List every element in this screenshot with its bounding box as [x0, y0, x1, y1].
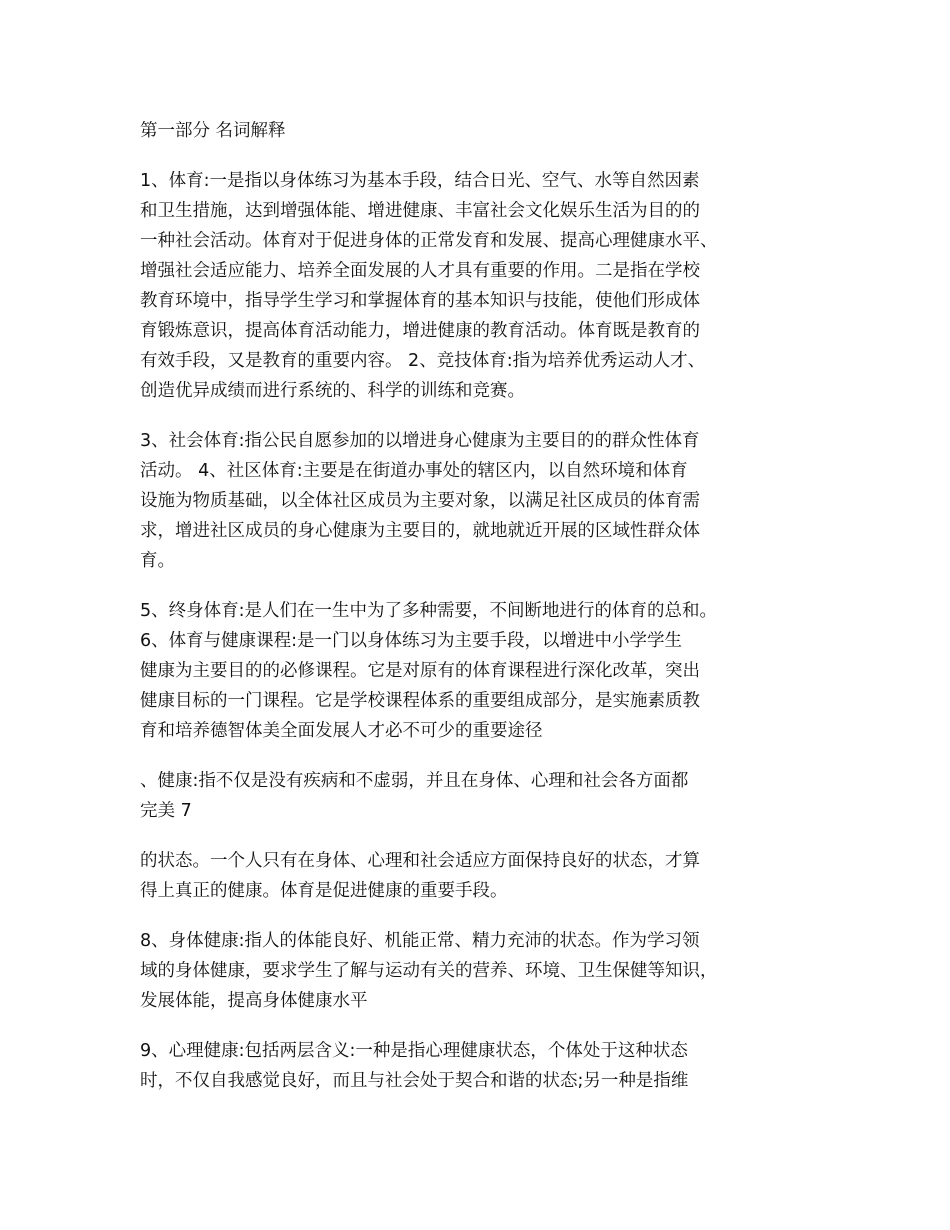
text-line: 增强社会适应能力、培养全面发展的人才具有重要的作用。二是指在学校 [140, 261, 700, 281]
text-line: 5、终身体育:是人们在一生中为了多种需要，不间断地进行的体育的总和。 [140, 601, 718, 621]
text-line: 和卫生措施，达到增强体能、增进健康、丰富社会文化娱乐生活为目的的 [140, 201, 700, 221]
text-line: 时，不仅自我感觉良好，而且与社会处于契合和谐的状态;另一种是指维 [140, 1071, 689, 1091]
paragraph [140, 766, 830, 826]
text-line: 育和培养德智体美全面发展人才必不可少的重要途径 [140, 721, 543, 741]
paragraph [140, 426, 830, 576]
text-line: 设施为物质基础，以全体社区成员为主要对象，以满足社区成员的体育需 [140, 491, 700, 511]
text-line: 1、体育:一是指以身体练习为基本手段，结合日光、空气、水等自然因素 [140, 171, 700, 191]
paragraph-list [140, 166, 830, 1096]
text-line: 发展体能，提高身体健康水平 [140, 991, 368, 1011]
text-line: 9、心理健康:包括两层含义:一种是指心理健康状态，个体处于这种状态 [140, 1041, 688, 1061]
paragraph [140, 1036, 830, 1096]
text-line: 健康目标的一门课程。它是学校课程体系的重要组成部分，是实施素质教 [140, 691, 700, 711]
text-line: 有效手段，又是教育的重要内容。 2、竞技体育:指为培养优秀运动人才、 [140, 351, 706, 371]
paragraph [140, 596, 830, 746]
text-line: 8、身体健康:指人的体能良好、机能正常、精力充沛的状态。作为学习领 [140, 931, 700, 951]
text-line: 6、体育与健康课程:是一门以身体练习为主要手段，以增进中小学学生 [140, 631, 683, 651]
paragraph [140, 926, 830, 1016]
paragraph [140, 846, 830, 906]
document-body [140, 116, 830, 1116]
text-line: 、健康:指不仅是没有疾病和不虚弱，并且在身体、心理和社会各方面都 [140, 771, 689, 791]
text-line: 教育环境中，指导学生学习和掌握体育的基本知识与技能，使他们形成体 [140, 291, 700, 311]
text-line: 的状态。一个人只有在身体、心理和社会适应方面保持良好的状态，才算 [140, 851, 700, 871]
text-line: 3、社会体育:指公民自愿参加的以增进身心健康为主要目的的群众性体育 [140, 431, 700, 451]
text-line: 育。 [140, 551, 175, 571]
text-line: 育锻炼意识，提高体育活动能力，增进健康的教育活动。体育既是教育的 [140, 321, 700, 341]
text-line: 一种社会活动。体育对于促进身体的正常发育和发展、提高心理健康水平、 [140, 231, 718, 251]
text-line: 活动。 4、社区体育:主要是在街道办事处的辖区内，以自然环境和体育 [140, 461, 688, 481]
text-line: 得上真正的健康。体育是促进健康的重要手段。 [140, 881, 508, 901]
text-line: 创造优异成绩而进行系统的、科学的训练和竞赛。 [140, 381, 525, 401]
text-line: 完美 7 [140, 801, 192, 821]
text-line: 健康为主要目的的必修课程。它是对原有的体育课程进行深化改革，突出 [140, 661, 700, 681]
section-title: 第一部分 名词解释 [140, 121, 286, 141]
paragraph [140, 166, 830, 406]
text-line: 域的身体健康，要求学生了解与运动有关的营养、环境、卫生保健等知识， [140, 961, 718, 981]
text-line: 求，增进社区成员的身心健康为主要目的，就地就近开展的区域性群众体 [140, 521, 700, 541]
